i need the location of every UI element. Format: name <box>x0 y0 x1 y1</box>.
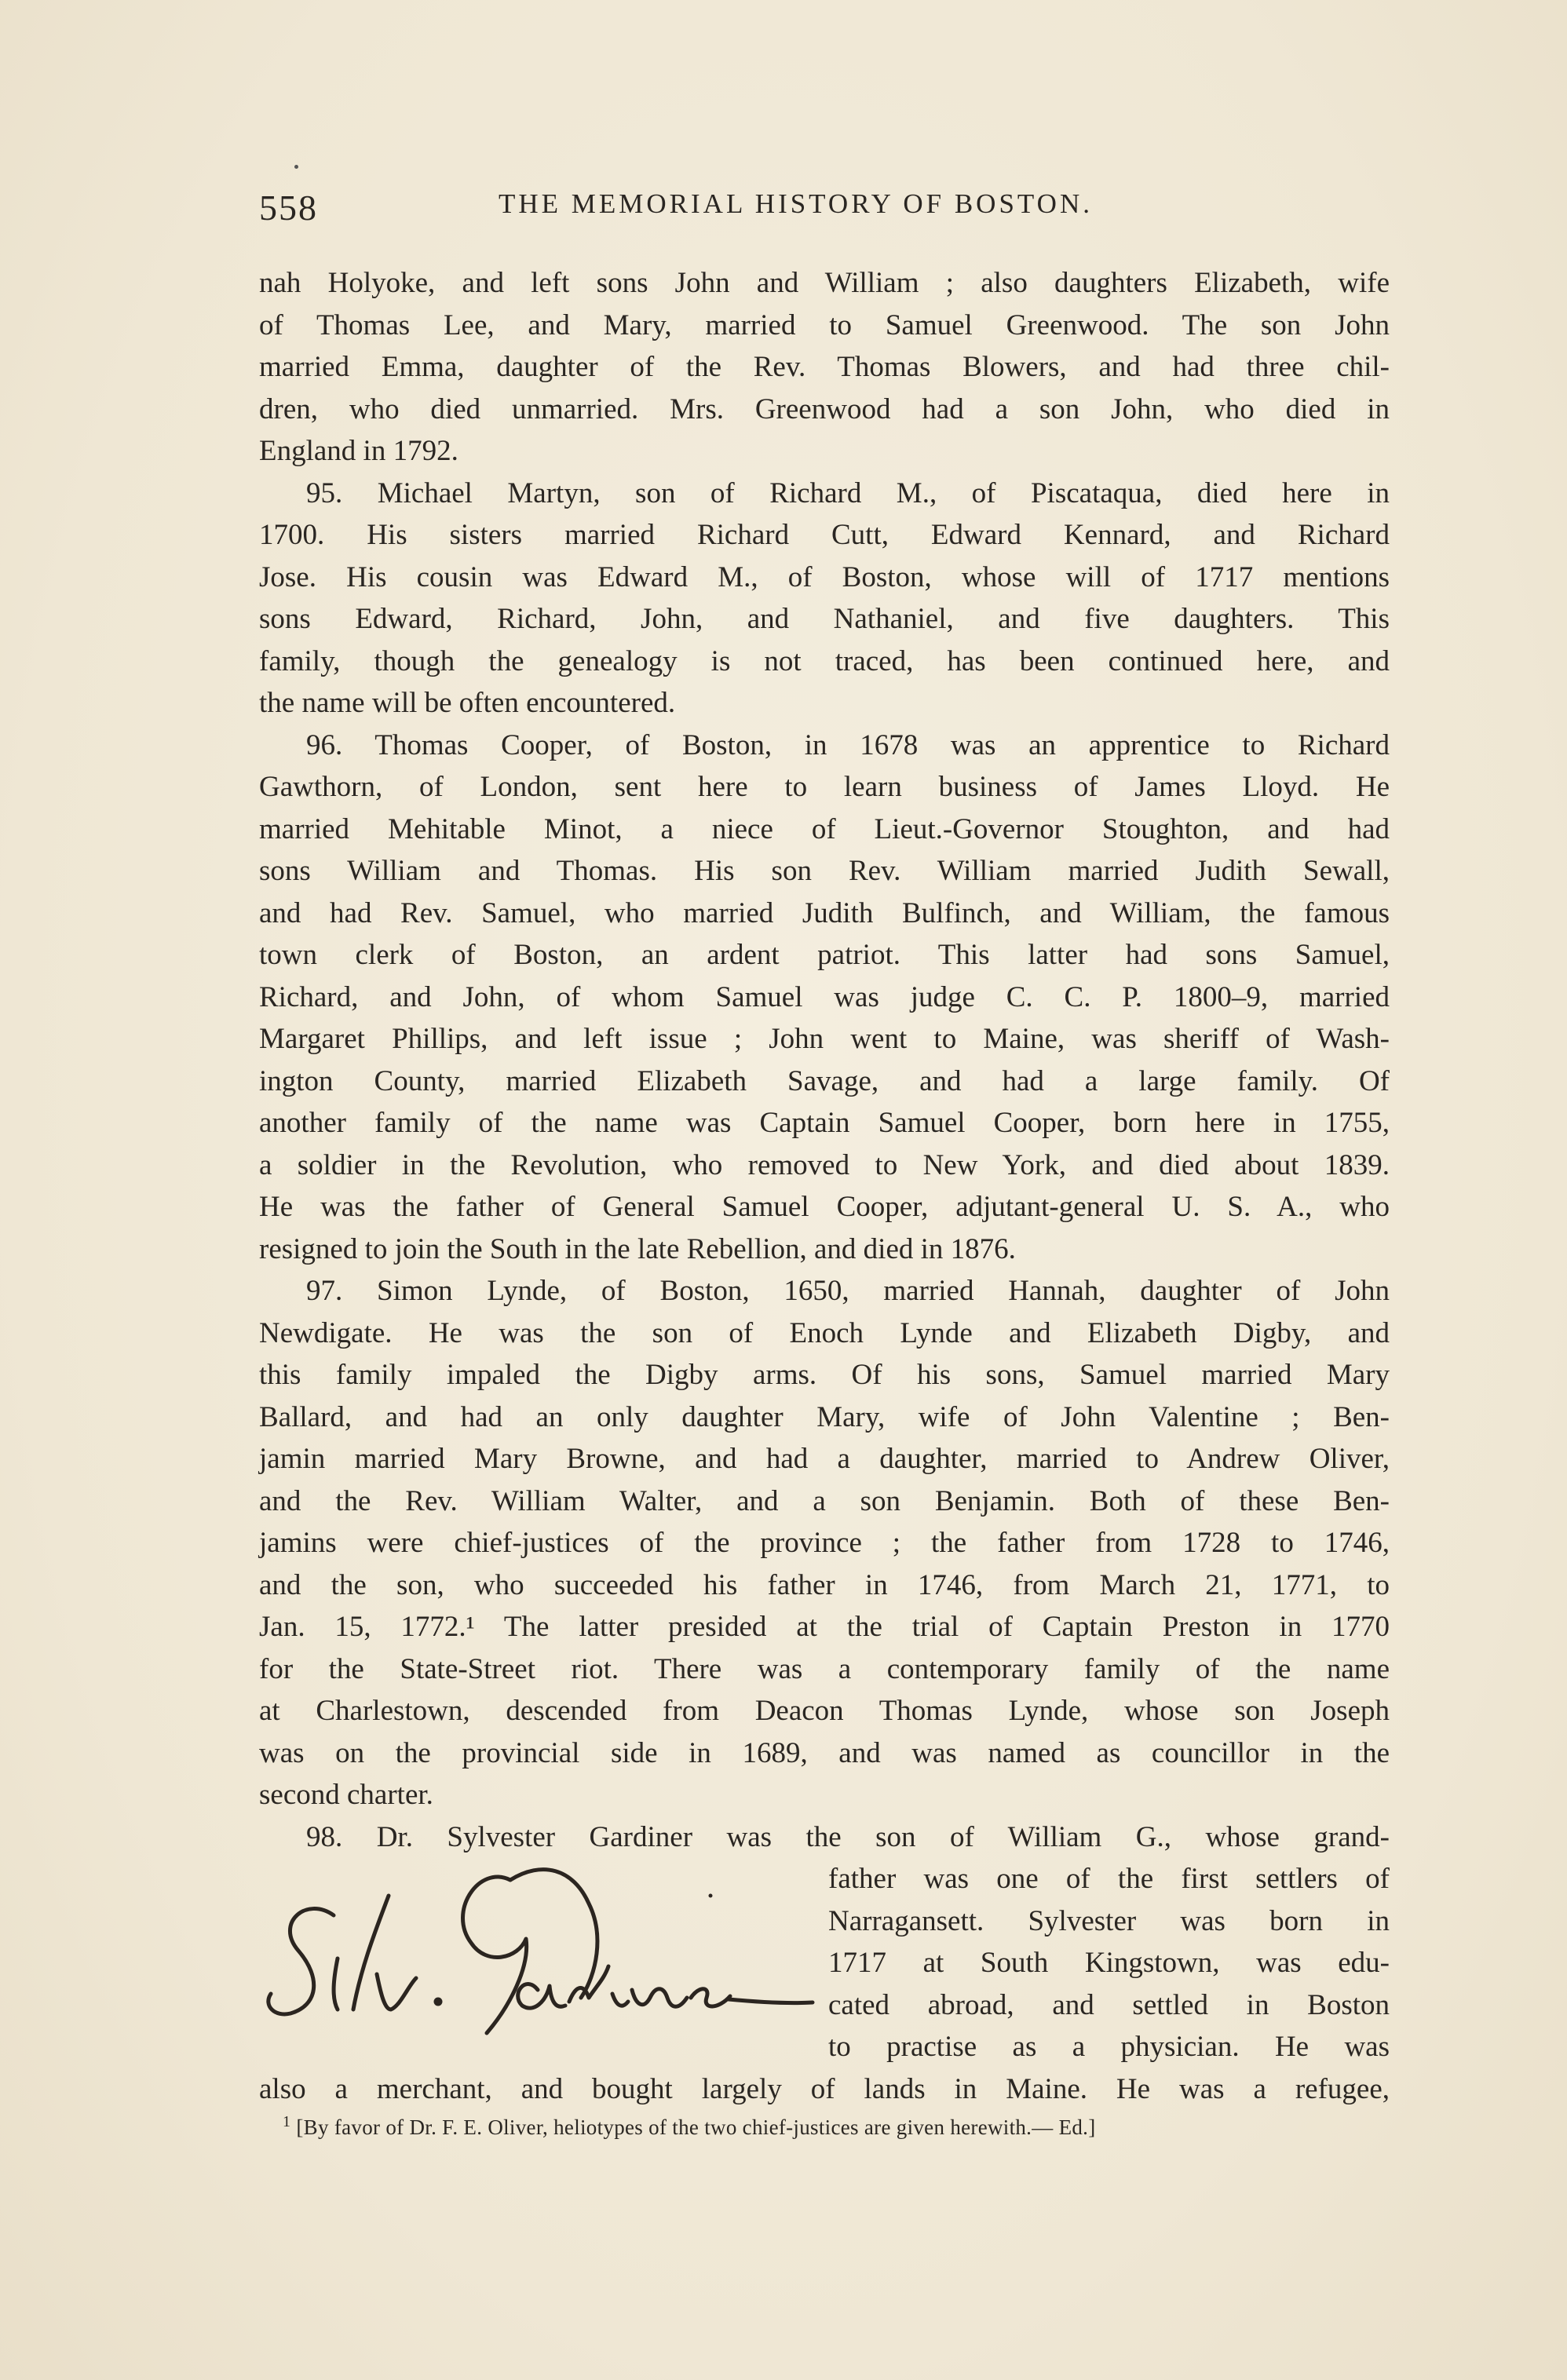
gardiner-signature <box>259 1849 824 2045</box>
running-title: THE MEMORIAL HISTORY OF BOSTON. <box>499 188 1093 219</box>
signature-image <box>259 1849 824 2045</box>
text-line: 1700. His sisters married Richard Cutt, Edward Kennard, and Richard <box>259 519 1390 551</box>
text-line: sons William and Thomas. His son Rev. William married Judith Sewall, <box>259 855 1390 887</box>
wrap-line: Narragansett. Sylvester was born in <box>828 1904 1390 1937</box>
text-line: He was the father of General Samuel Cooper, adjutant-general U. S. A., who <box>259 1191 1390 1223</box>
text-line: dren, who died unmarried. Mrs. Greenwood had a son John, who died in <box>259 392 1390 425</box>
footnote-marker: 1 <box>283 2113 291 2130</box>
text-line: Newdigate. He was the son of Enoch Lynde and Elizabeth Digby, and <box>259 1316 1390 1349</box>
text-line: Jose. His cousin was Edward M., of Boston, whose will of 1717 mentions <box>259 560 1390 593</box>
text-line: also a merchant, and bought largely of lands in Maine. He was a refugee, <box>259 2072 1390 2105</box>
text-line: of Thomas Lee, and Mary, married to Samuel Greenwood. The son John <box>259 308 1390 341</box>
text-line: this family impaled the Digby arms. Of his sons, Samuel married Mary <box>259 1359 1390 1391</box>
wrap-line: 1717 at South Kingstown, was edu- <box>828 1947 1390 1979</box>
text-line: the name will be often encountered. <box>259 687 676 719</box>
text-line: Ballard, and had an only daughter Mary, wife of John Valentine ; Ben- <box>259 1400 1390 1433</box>
wrap-line: father was one of the first settlers of <box>828 1863 1390 1895</box>
text-line: and the son, who succeeded his father in 1746, from March 21, 1771, to <box>259 1568 1390 1601</box>
printer-dot <box>294 165 298 169</box>
footnote-text: [By favor of Dr. F. E. Oliver, heliotypes of the two chief-justices are given herewith.— Ed.] <box>296 2115 1096 2139</box>
text-line: jamin married Mary Browne, and had a daughter, married to Andrew Oliver, <box>259 1443 1390 1475</box>
text-line: at Charlestown, descended from Deacon Thomas Lynde, whose son Joseph <box>259 1695 1390 1727</box>
wrap-line: cated abroad, and settled in Boston <box>828 1988 1390 2021</box>
text-line: Richard, and John, of whom Samuel was judge C. C. P. 1800–9, married <box>259 980 1390 1013</box>
text-line: another family of the name was Captain Samuel Cooper, born here in 1755, <box>259 1107 1390 1139</box>
body-text <box>259 262 1390 2110</box>
text-line: was on the provincial side in 1689, and was named as councillor in the <box>259 1736 1390 1769</box>
text-line: town clerk of Boston, an ardent patriot. This latter had sons Samuel, <box>259 939 1390 971</box>
text-line: second charter. <box>259 1779 433 1811</box>
text-line: England in 1792. <box>259 435 458 467</box>
paragraph-96-start: 96. Thomas Cooper, of Boston, in 1678 was an apprentice to Richard <box>306 728 1390 761</box>
text-line: ington County, married Elizabeth Savage, and had a large family. Of <box>259 1064 1390 1097</box>
paragraph-95-start: 95. Michael Martyn, son of Richard M., of Piscataqua, died here in <box>306 476 1390 509</box>
text-line: for the State-Street riot. There was a contemporary family of the name <box>259 1652 1390 1685</box>
footnote <box>283 2113 1096 2140</box>
text-line: a soldier in the Revolution, who removed to New York, and died about 1839. <box>259 1148 1390 1181</box>
text-line: married Emma, daughter of the Rev. Thomas Blowers, and had three chil- <box>259 351 1390 383</box>
text-line: family, though the genealogy is not traced, has been continued here, and <box>259 644 1390 677</box>
running-head <box>259 179 1390 234</box>
text-line: and the Rev. William Walter, and a son Benjamin. Both of these Ben- <box>259 1484 1390 1517</box>
text-line: Jan. 15, 1772.¹ The latter presided at the trial of Captain Preston in 1770 <box>259 1611 1390 1643</box>
text-line: Margaret Phillips, and left issue ; John went to Maine, was sheriff of Wash- <box>259 1023 1390 1055</box>
text-line: married Mehitable Minot, a niece of Lieut.-Governor Stoughton, and had <box>259 812 1390 845</box>
text-line: Gawthorn, of London, sent here to learn business of James Lloyd. He <box>259 771 1390 803</box>
page-number: 558 <box>259 188 318 228</box>
paragraph-98-start: 98. Dr. Sylvester Gardiner was the son of William G., whose grand- <box>306 1820 1390 1853</box>
text-line: jamins were chief-justices of the province ; the father from 1728 to 1746, <box>259 1527 1390 1559</box>
text-line: resigned to join the South in the late Rebellion, and died in 1876. <box>259 1232 1016 1265</box>
paragraph-97-start: 97. Simon Lynde, of Boston, 1650, married Hannah, daughter of John <box>306 1275 1390 1307</box>
text-line: nah Holyoke, and left sons John and William ; also daughters Elizabeth, wife <box>259 267 1390 299</box>
text-line: sons Edward, Richard, John, and Nathaniel, and five daughters. This <box>259 603 1390 635</box>
wrap-line: to practise as a physician. He was <box>828 2031 1390 2063</box>
text-line: and had Rev. Samuel, who married Judith Bulfinch, and William, the famous <box>259 896 1390 929</box>
